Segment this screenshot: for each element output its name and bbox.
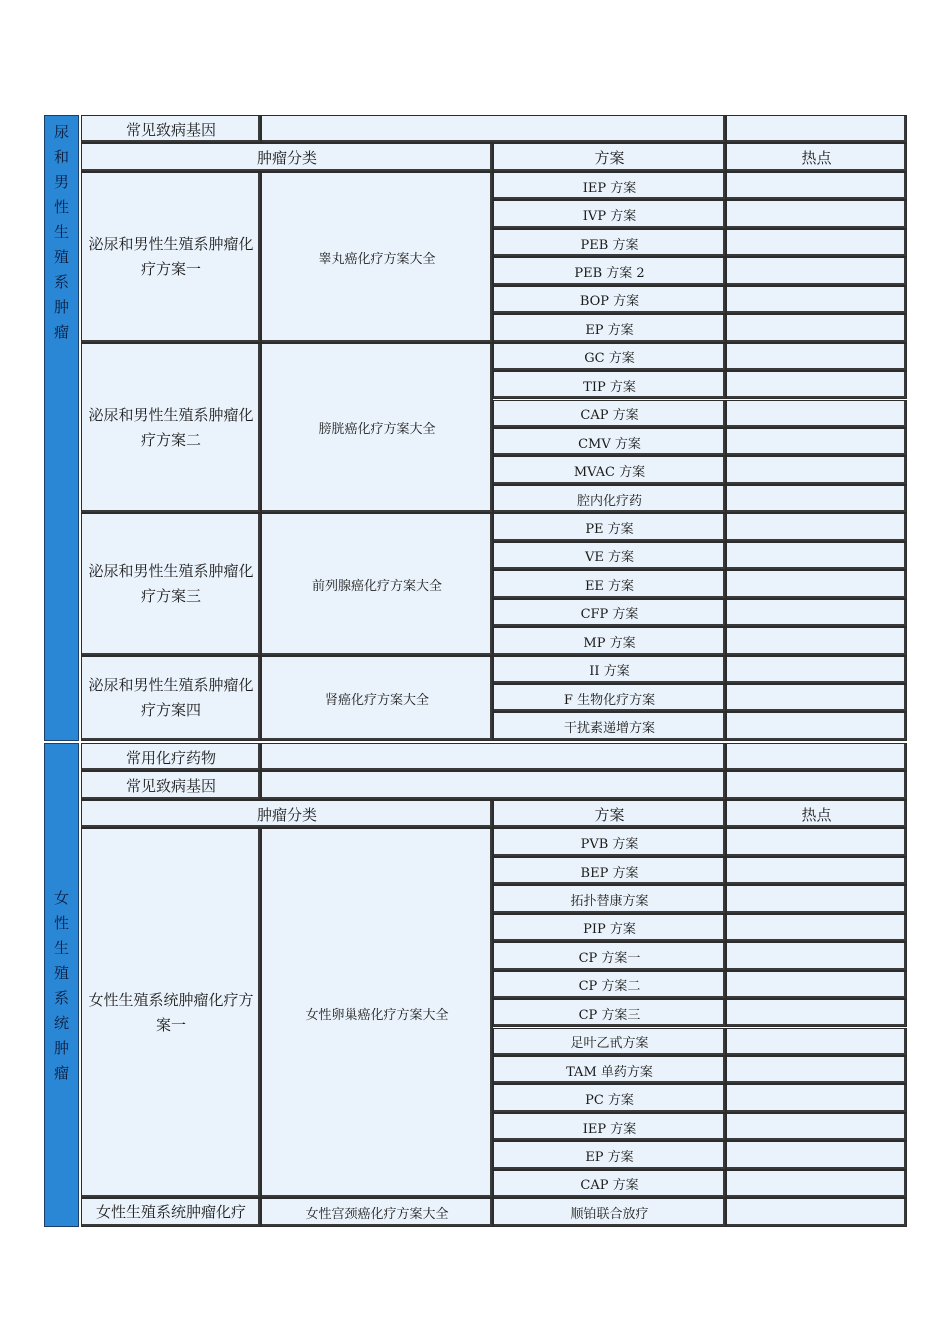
plan-link[interactable]: EP 方案 — [493, 1141, 726, 1169]
plan-link[interactable]: F 生物化疗方案 — [493, 684, 726, 712]
hotspot-cell — [726, 172, 907, 200]
sidebar-section-urology — [44, 115, 79, 741]
sidebar-label: 尿 和 男 性 生 殖 系 肿 瘤 — [53, 123, 69, 341]
hotspot-cell — [726, 542, 907, 570]
gene-value — [261, 115, 726, 143]
hotspot-cell — [726, 314, 907, 342]
hotspot-cell — [726, 1141, 907, 1169]
hotspot-cell — [726, 371, 907, 399]
plan-link[interactable]: TAM 单药方案 — [493, 1056, 726, 1084]
group-name: 女性生殖系统肿瘤化疗 — [81, 1198, 261, 1226]
sidebar-section-gynecology — [44, 743, 79, 1227]
plan-link[interactable]: MP 方案 — [493, 627, 726, 655]
hotspot-cell — [726, 485, 907, 513]
sidebar-label: 女 性 生 殖 系 统 肿 瘤 — [53, 889, 69, 1082]
plan-link[interactable]: PVB 方案 — [493, 828, 726, 856]
plan-link[interactable]: IEP 方案 — [493, 1113, 726, 1141]
hotspot-cell — [726, 200, 907, 228]
plan-link[interactable]: CP 方案二 — [493, 971, 726, 999]
hotspot-cell — [726, 286, 907, 314]
header-plan: 方案 — [493, 800, 726, 828]
drug-label: 常用化疗药物 — [81, 743, 261, 771]
plan-link[interactable]: PE 方案 — [493, 513, 726, 541]
plan-link[interactable]: 顺铂联合放疗 — [493, 1198, 726, 1226]
hotspot-cell — [726, 914, 907, 942]
header-category: 肿瘤分类 — [81, 143, 493, 171]
drug-value — [261, 743, 726, 771]
hotspot-cell — [726, 428, 907, 456]
plan-link[interactable]: 拓扑替康方案 — [493, 885, 726, 913]
header-category: 肿瘤分类 — [81, 800, 493, 828]
hotspot-cell — [726, 712, 907, 740]
plan-link[interactable]: IEP 方案 — [493, 172, 726, 200]
header-plan: 方案 — [493, 143, 726, 171]
plan-link[interactable]: 干扰素递增方案 — [493, 712, 726, 740]
hotspot-cell — [726, 1170, 907, 1198]
plan-link[interactable]: CAP 方案 — [493, 400, 726, 428]
plan-link[interactable]: MVAC 方案 — [493, 456, 726, 484]
plan-link[interactable]: 腔内化疗药 — [493, 485, 726, 513]
plan-link[interactable]: TIP 方案 — [493, 371, 726, 399]
hotspot-cell — [726, 257, 907, 285]
header-hot: 热点 — [726, 800, 907, 828]
hotspot-cell — [726, 627, 907, 655]
plan-link[interactable]: CP 方案三 — [493, 999, 726, 1027]
plan-link[interactable]: GC 方案 — [493, 343, 726, 371]
hotspot-cell — [726, 1056, 907, 1084]
plan-link[interactable]: CFP 方案 — [493, 599, 726, 627]
plan-link[interactable]: VE 方案 — [493, 542, 726, 570]
plan-link[interactable]: CAP 方案 — [493, 1170, 726, 1198]
plan-link[interactable]: BOP 方案 — [493, 286, 726, 314]
plan-link[interactable]: PIP 方案 — [493, 914, 726, 942]
hotspot-cell — [726, 229, 907, 257]
group-subcategory: 前列腺癌化疗方案大全 — [261, 513, 493, 655]
plan-link[interactable]: II 方案 — [493, 656, 726, 684]
plan-link[interactable]: EE 方案 — [493, 570, 726, 598]
hotspot-cell — [726, 857, 907, 885]
group-name: 泌尿和男性生殖系肿瘤化疗方案三 — [81, 513, 261, 655]
group-name: 女性生殖系统肿瘤化疗方案一 — [81, 828, 261, 1198]
hotspot-cell — [726, 1198, 907, 1226]
gene-hot — [726, 115, 907, 143]
plan-link[interactable]: CMV 方案 — [493, 428, 726, 456]
gene-hot — [726, 771, 907, 799]
hotspot-cell — [726, 400, 907, 428]
hotspot-cell — [726, 971, 907, 999]
group-name: 泌尿和男性生殖系肿瘤化疗方案四 — [81, 656, 261, 741]
hotspot-cell — [726, 942, 907, 970]
plan-link[interactable]: EP 方案 — [493, 314, 726, 342]
hotspot-cell — [726, 1028, 907, 1056]
plan-link[interactable]: BEP 方案 — [493, 857, 726, 885]
plan-link[interactable]: CP 方案一 — [493, 942, 726, 970]
group-subcategory: 肾癌化疗方案大全 — [261, 656, 493, 741]
hotspot-cell — [726, 684, 907, 712]
hotspot-cell — [726, 456, 907, 484]
gene-label: 常见致病基因 — [81, 115, 261, 143]
group-subcategory: 睾丸癌化疗方案大全 — [261, 172, 493, 343]
plan-link[interactable]: PEB 方案 2 — [493, 257, 726, 285]
group-name: 泌尿和男性生殖系肿瘤化疗方案二 — [81, 343, 261, 514]
gene-label: 常见致病基因 — [81, 771, 261, 799]
plan-link[interactable]: IVP 方案 — [493, 200, 726, 228]
hotspot-cell — [726, 828, 907, 856]
gene-value — [261, 771, 726, 799]
hotspot-cell — [726, 599, 907, 627]
hotspot-cell — [726, 999, 907, 1027]
plan-link[interactable]: 足叶乙甙方案 — [493, 1028, 726, 1056]
hotspot-cell — [726, 343, 907, 371]
hotspot-cell — [726, 1084, 907, 1112]
hotspot-cell — [726, 656, 907, 684]
hotspot-cell — [726, 513, 907, 541]
drug-hot — [726, 743, 907, 771]
hotspot-cell — [726, 1113, 907, 1141]
group-subcategory: 女性宫颈癌化疗方案大全 — [261, 1198, 493, 1226]
hotspot-cell — [726, 885, 907, 913]
group-name: 泌尿和男性生殖系肿瘤化疗方案一 — [81, 172, 261, 343]
group-subcategory: 膀胱癌化疗方案大全 — [261, 343, 493, 514]
header-hot: 热点 — [726, 143, 907, 171]
group-subcategory: 女性卵巢癌化疗方案大全 — [261, 828, 493, 1198]
hotspot-cell — [726, 570, 907, 598]
plan-link[interactable]: PEB 方案 — [493, 229, 726, 257]
plan-link[interactable]: PC 方案 — [493, 1084, 726, 1112]
